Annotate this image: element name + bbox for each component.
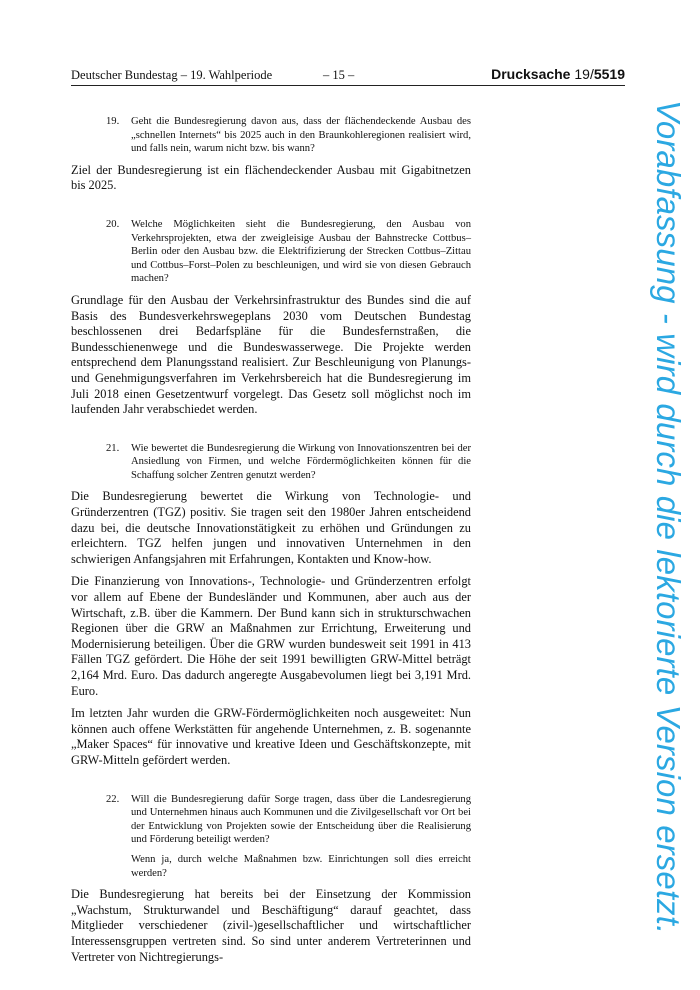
- header-document-number: [491, 65, 625, 83]
- draft-watermark: [648, 100, 688, 935]
- question-text: Will die Bundesregierung dafür Sorge tragen, dass über die Landesregierung und Unternehmen hinaus auch Kommunen und die Zivilgesellschaft vor Ort bei der Entwicklung von Projekten sowie der Entscheidung über die Realisierung und Förderung beteiligt werden?: [131, 793, 471, 846]
- draft-watermark-text: Vorabfassung - wird durch die lektorierte Version ersetzt.: [650, 100, 687, 935]
- question-20: [71, 218, 471, 286]
- question-19: [71, 115, 471, 156]
- question-text-followup: Wenn ja, durch welche Maßnahmen bzw. Einrichtungen soll dies erreicht werden?: [131, 853, 471, 879]
- question-text: Geht die Bundesregierung davon aus, dass der flächendeckende Ausbau des „schnellen Internets“ bis 2025 auch in den Braunkohleregionen realisiert wird, und falls nein, warum nicht bzw. bis wann?: [131, 116, 471, 155]
- header-number-main: 5519: [593, 66, 625, 82]
- header-drucksache-label: Drucksache: [491, 66, 571, 82]
- header-parliament: Deutscher Bundestag – 19. Wahlperiode: [71, 68, 273, 82]
- question-text: Wie bewertet die Bundesregierung die Wirkung von Innovationszentren bei der Ansiedlung von Firmen, und welche Fördermöglichkeiten können für die Schaffung solcher Zentren genutzt werden?: [131, 442, 471, 481]
- answer-22: Die Bundesregierung hat bereits bei der Einsetzung der Kommission „Wachstum, Strukturwandel und Beschäftigung“ darauf geachtet, dass Mitglieder verschiedener (zivil-)gesellschaftlicher und wirtschaftlicher Interessensgruppen vertreten sind. So sind unter anderem Vertreterinnen und Vertreter von Nichtregierungs-: [71, 887, 471, 964]
- answer-21-paragraph-1: Die Bundesregierung bewertet die Wirkung von Technologie- und Gründerzentren (TGZ) positiv. Sie tragen seit den 1980er Jahren entscheidend dazu bei, die deutsche Innovationstätigkeit zu erhöhen und Gründungen zu erleichtern. TGZ helfen jungen und innovativen Unternehmen in den schwierigen Anfangsjahren mit Erfahrungen, Kontakten und Know-how.: [71, 489, 471, 566]
- answer-21-paragraph-3: Im letzten Jahr wurden die GRW-Fördermöglichkeiten noch ausgeweitet: Nun können auch offene Werkstätten für angehende Unternehmen, z. B. sogenannte „Maker Spaces“ für innovative und kreative Ideen und Geschäftskonzepte, mit GRW-Mitteln gefördert werden.: [71, 706, 471, 767]
- header-number-prefix: 19/: [574, 66, 594, 82]
- answer-20: Grundlage für den Ausbau der Verkehrsinfrastruktur des Bundes sind die auf Basis des Bundesverkehrswegeplans 2030 vom Deutschen Bundestag beschlossenen drei Bedarfspläne für die Bundesfernstraßen, die Bundesschienenwege und die Bundeswasserwege. Die Projekte werden entsprechend dem Planungsstand realisiert. Zur Beschleunigung von Planungs- und Genehmigungsverfahren im Verkehrsbereich hat die Bundesregierung im Juli 2018 einen Gesetzentwurf vorgelegt. Das Gesetz soll möglichst noch im laufenden Jahr verabschiedet werden.: [71, 292, 471, 417]
- answer-19: Ziel der Bundesregierung ist ein flächendeckender Ausbau mit Gigabitnetzen bis 2025.: [71, 162, 471, 193]
- answer-21-paragraph-2: Die Finanzierung von Innovations-, Technologie- und Gründerzentren erfolgt vor allem auf Ebene der Bundesländer und Kommunen, aber auch aus der Wirtschaft, z.B. über die Kammern. Der Bund kann sich in strukturschwachen Regionen über die GRW an Maßnahmen zur Errichtung, Erweiterung und Modernisierung beteiligen. Über die GRW wurden bundesweit seit 1991 in 413 Fällen TGZ gefördert. Die Höhe der seit 1991 bewilligten GRW-Mittel beträgt 2,164 Mrd. Euro. Das dadurch angeregte Ausgabevolumen liegt bei 3,191 Mrd. Euro.: [71, 574, 471, 698]
- question-number: 20.: [106, 218, 120, 230]
- question-22: [71, 793, 471, 881]
- document-body: [71, 113, 471, 965]
- question-number: 21.: [106, 442, 120, 454]
- page-header: [71, 66, 625, 84]
- question-21: [71, 442, 471, 483]
- question-number: 19.: [106, 116, 120, 127]
- header-page-number: – 15 –: [323, 68, 355, 82]
- header-rule: [71, 85, 625, 86]
- question-number: 22.: [106, 793, 120, 805]
- question-text: Welche Möglichkeiten sieht die Bundesregierung, den Ausbau von Verkehrsprojekten, etwa der zweigleisige Ausbau der Bahnstrecke Cottbus–Berlin oder den Ausbau bzw. die Elektrifizierung der Strecken Cottbus–Zittau und Cottbus–Forst–Polen zu beschleunigen, und wird sie von diesen Gebrauch machen?: [131, 218, 471, 285]
